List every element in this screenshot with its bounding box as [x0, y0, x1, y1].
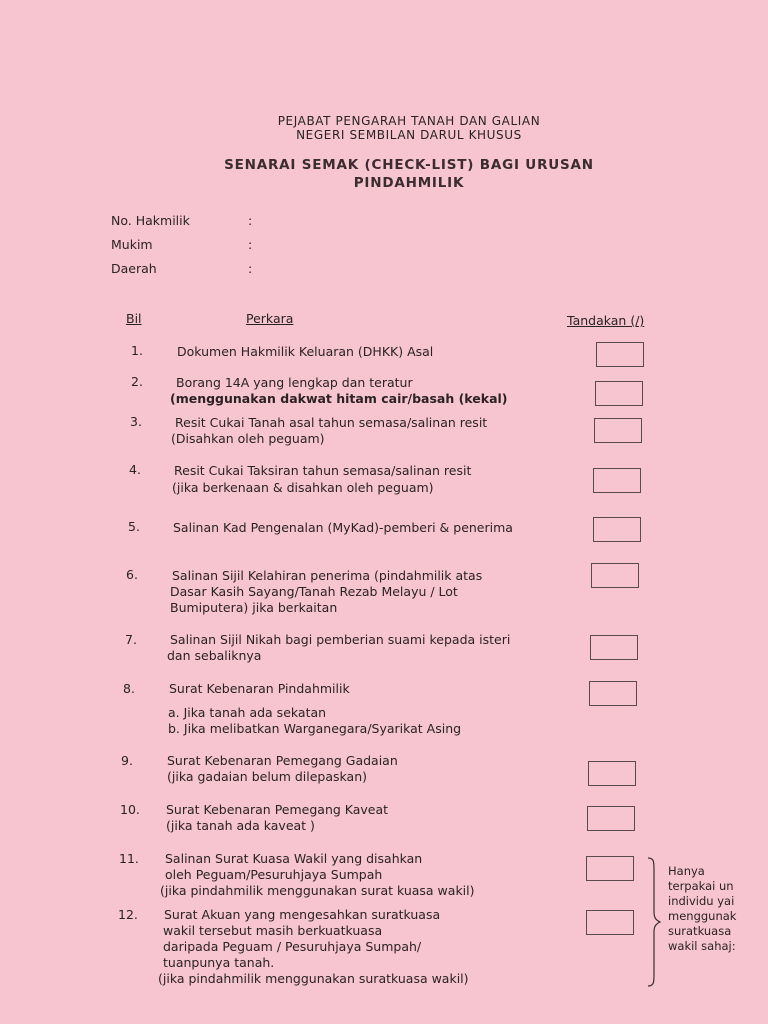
item-text: Salinan Sijil Nikah bagi pemberian suami kepada isteri	[170, 632, 511, 647]
item-text: (jika pindahmilik menggunakan suratkuasa wakil)	[158, 971, 469, 986]
item-text: (Disahkan oleh peguam)	[171, 431, 325, 446]
checkbox-item-4[interactable]	[593, 468, 641, 493]
checkbox-item-10[interactable]	[587, 806, 635, 831]
side-note-line: menggunak	[668, 909, 737, 923]
item-number: 7.	[125, 632, 137, 647]
item-text: (jika pindahmilik menggunakan surat kuasa wakil)	[160, 883, 475, 898]
item-text: Resit Cukai Tanah asal tahun semasa/salinan resit	[175, 415, 488, 430]
item-text: Bumiputera) jika berkaitan	[170, 600, 338, 615]
item-text: Salinan Kad Pengenalan (MyKad)-pemberi & penerima	[173, 520, 513, 535]
side-note-line: terpakai un	[668, 879, 734, 893]
item-number: 12.	[118, 907, 138, 922]
item-number: 11.	[119, 851, 139, 866]
item-text: Dasar Kasih Sayang/Tanah Rezab Melayu / Lot	[170, 584, 458, 599]
item-text: Surat Kebenaran Pemegang Kaveat	[166, 802, 389, 817]
field-label-daerah: Daerah	[111, 261, 157, 276]
curly-brace-icon	[644, 856, 662, 988]
checkbox-item-8[interactable]	[589, 681, 637, 706]
office-name-line1: PEJABAT PENGARAH TANAH DAN GALIAN	[277, 114, 541, 128]
column-header-perkara: Perkara	[246, 311, 294, 326]
item-text: Surat Akuan yang mengesahkan suratkuasa	[164, 907, 441, 922]
item-number: 1.	[131, 343, 143, 358]
form-title-line2: PINDAHMILIK	[353, 175, 465, 191]
item-text: Surat Kebenaran Pindahmilik	[169, 681, 350, 696]
checkbox-item-11[interactable]	[586, 856, 634, 881]
item-text: (jika berkenaan & disahkan oleh peguam)	[172, 480, 434, 495]
checkbox-item-2[interactable]	[595, 381, 643, 406]
item-text: dan sebaliknya	[167, 648, 262, 663]
checkbox-item-6[interactable]	[591, 563, 639, 588]
side-note-line: individu yai	[668, 894, 735, 908]
item-text: wakil tersebut masih berkuatkuasa	[163, 923, 383, 938]
side-note-line: Hanya	[668, 864, 705, 878]
column-header-bil: Bil	[126, 311, 142, 326]
item-number: 10.	[120, 802, 140, 817]
field-label-no-hakmilik: No. Hakmilik	[111, 213, 190, 228]
field-sep: :	[248, 261, 253, 276]
item-text: oleh Peguam/Pesuruhjaya Sumpah	[165, 867, 383, 882]
checkbox-item-5[interactable]	[593, 517, 641, 542]
side-note-line: wakil sahaj:	[668, 939, 736, 953]
column-header-tandakan: Tandakan (/)	[567, 313, 645, 328]
checkbox-item-9[interactable]	[588, 761, 636, 786]
item-text: (jika gadaian belum dilepaskan)	[167, 769, 368, 784]
field-sep: :	[248, 237, 253, 252]
item-number: 6.	[126, 567, 138, 582]
item-text: Surat Kebenaran Pemegang Gadaian	[167, 753, 398, 768]
item-subtext: b. Jika melibatkan Warganegara/Syarikat Asing	[168, 721, 462, 736]
item-number: 2.	[131, 374, 143, 389]
checkbox-item-1[interactable]	[596, 342, 644, 367]
item-number: 5.	[128, 519, 140, 534]
item-subtext: a. Jika tanah ada sekatan	[168, 705, 327, 720]
field-label-mukim: Mukim	[111, 237, 153, 252]
field-sep: :	[248, 213, 253, 228]
office-name-line2: NEGERI SEMBILAN DARUL KHUSUS	[296, 128, 522, 142]
checkbox-item-12[interactable]	[586, 910, 634, 935]
item-text: Salinan Sijil Kelahiran penerima (pindahmilik atas	[172, 568, 483, 583]
checkbox-item-7[interactable]	[590, 635, 638, 660]
item-number: 8.	[123, 681, 135, 696]
form-title-line1: SENARAI SEMAK (CHECK-LIST) BAGI URUSAN	[224, 157, 594, 173]
side-note-line: suratkuasa	[668, 924, 732, 938]
item-text: Borang 14A yang lengkap dan teratur	[176, 375, 413, 390]
item-text: tuanpunya tanah.	[163, 955, 275, 970]
item-text: (jika tanah ada kaveat )	[166, 818, 315, 833]
item-text: Dokumen Hakmilik Keluaran (DHKK) Asal	[177, 344, 434, 359]
item-text: daripada Peguam / Pesuruhjaya Sumpah/	[163, 939, 422, 954]
item-number: 4.	[129, 462, 141, 477]
item-text-bold: (menggunakan dakwat hitam cair/basah (kekal)	[170, 391, 508, 406]
item-text: Salinan Surat Kuasa Wakil yang disahkan	[165, 851, 423, 866]
checkbox-item-3[interactable]	[594, 418, 642, 443]
item-number: 9.	[121, 753, 133, 768]
item-text: Resit Cukai Taksiran tahun semasa/salinan resit	[174, 463, 472, 478]
item-number: 3.	[130, 414, 142, 429]
